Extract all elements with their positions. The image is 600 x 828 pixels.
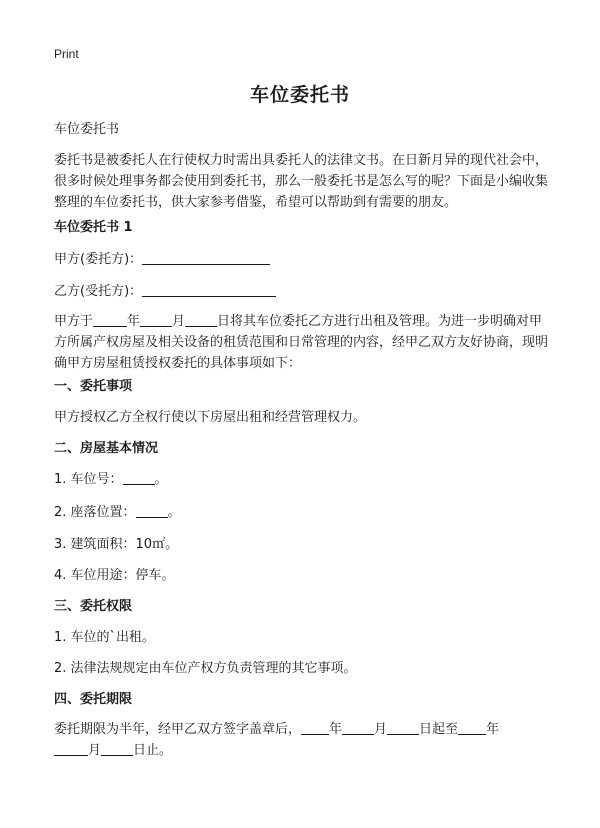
document-subtitle: 车位委托书 xyxy=(54,122,120,137)
section2-item1 xyxy=(54,470,554,490)
section4-text-1: 委托期限为半年，经甲乙双方签字盖章后， xyxy=(54,722,302,737)
agreement-text-2: 年 xyxy=(127,314,141,329)
agreement-text-1: 甲方于 xyxy=(54,314,94,329)
agreement-blank-year xyxy=(93,312,127,327)
parking-number-blank xyxy=(123,470,155,485)
start-day-blank xyxy=(387,720,419,735)
end-day-blank xyxy=(101,741,133,756)
start-year-blank xyxy=(301,720,329,735)
party-a-blank xyxy=(142,250,270,265)
agreement-text-4: 日将其车位委托乙方进行出租及管理。为进一步明确对甲方所属产权房屋及相关设备的租赁范围和日常管理的内容，经甲乙双方友好协商，现明确甲方房屋租赁授权委托的具体事项如下： xyxy=(54,314,549,371)
section1-heading: 一、委托事项 xyxy=(54,379,133,394)
agreement-blank-day xyxy=(185,312,217,327)
print-link[interactable]: Print xyxy=(54,47,79,61)
party-a-label: 甲方(委托方)： xyxy=(54,252,143,267)
party-a-line xyxy=(54,250,554,270)
section4-text-3: 月 xyxy=(374,722,388,737)
intro-paragraph: 委托书是被委托人在行使权力时需出具委托人的法律文书。在日新月异的现代社会中，很多时候处理事务都会使用到委托书，那么一般委托书是怎么写的呢？下面是小编收集整理的车位委托书，供大家参考借鉴，希望可以帮助到有需要的朋友。 xyxy=(54,153,549,210)
section4-heading: 四、委托期限 xyxy=(54,692,133,707)
section2-item2-label: 2. 座落位置： xyxy=(54,505,136,520)
section3-item1: 1. 车位的`出租。 xyxy=(54,630,156,645)
party-b-label: 乙方(受托方)： xyxy=(54,284,143,299)
section1-text: 甲方授权乙方全权行使以下房屋出租和经营管理权力。 xyxy=(54,410,367,425)
section2-item3: 3. 建筑面积：10㎡。 xyxy=(54,537,179,552)
location-blank xyxy=(136,503,168,518)
section2-item1-end: 。 xyxy=(154,472,168,487)
section3-item2: 2. 法律法规规定由车位产权方负责管理的其它事项。 xyxy=(54,661,357,676)
agreement-text-3: 月 xyxy=(172,314,186,329)
agreement-paragraph xyxy=(54,311,552,374)
section4-text-6: 月 xyxy=(88,743,102,758)
section4-text-4: 日起至 xyxy=(419,722,459,737)
end-year-blank xyxy=(458,720,486,735)
section-title: 车位委托书 1 xyxy=(54,220,133,235)
agreement-blank-month xyxy=(140,312,172,327)
party-b-line xyxy=(54,282,554,302)
start-month-blank xyxy=(342,720,374,735)
section4-text-2: 年 xyxy=(329,722,343,737)
end-month-blank xyxy=(54,741,88,756)
document-title: 车位委托书 xyxy=(249,84,350,106)
section2-item2-end: 。 xyxy=(167,505,181,520)
section4-text-7: 日止。 xyxy=(133,743,173,758)
party-b-blank xyxy=(142,282,276,297)
section2-item1-label: 1. 车位号： xyxy=(54,472,123,487)
section4-text-5: 年 xyxy=(486,722,500,737)
section2-item2 xyxy=(54,503,554,523)
section2-item4: 4. 车位用途：停车。 xyxy=(54,568,175,583)
section2-heading: 二、房屋基本情况 xyxy=(54,441,159,456)
section3-heading: 三、委托权限 xyxy=(54,599,133,614)
section4-paragraph xyxy=(54,719,552,761)
